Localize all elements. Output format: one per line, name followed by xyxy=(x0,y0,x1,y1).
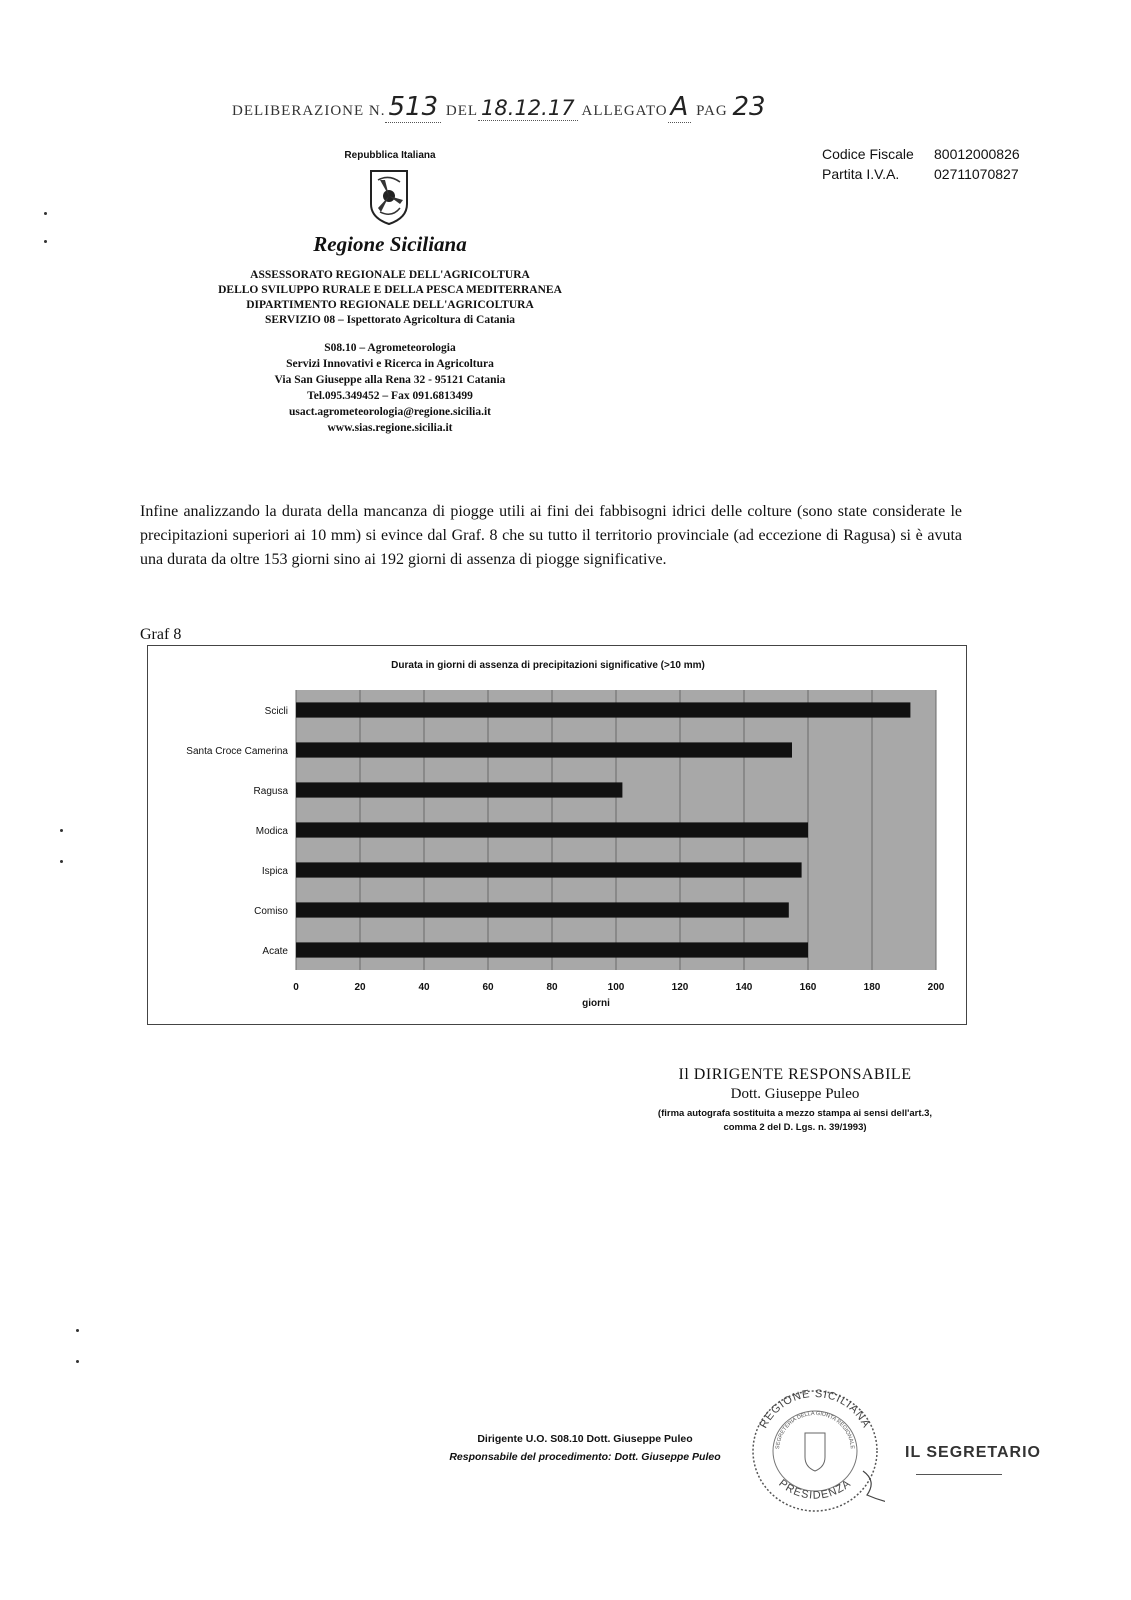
service-line: Via San Giuseppe alla Rena 32 - 95121 Catania xyxy=(274,374,506,386)
office-line: DELLO SVILUPPO RURALE E DELLA PESCA MEDITERRANEA xyxy=(218,284,562,296)
x-tick-label: 180 xyxy=(863,982,881,993)
bar xyxy=(296,782,622,797)
x-tick-label: 60 xyxy=(482,982,494,993)
svg-text:REGIONE SICILIANA xyxy=(758,1388,873,1431)
fiscal-info xyxy=(822,144,1020,184)
service-line: Servizi Innovativi e Ricerca in Agricoltura xyxy=(286,358,494,370)
official-stamp xyxy=(745,1385,885,1515)
codice-fiscale-value: 80012000826 xyxy=(934,146,1020,162)
x-tick-label: 120 xyxy=(671,982,689,993)
category-label: Ragusa xyxy=(253,786,288,797)
category-label: Santa Croce Camerina xyxy=(186,746,288,757)
x-tick-labels xyxy=(293,982,945,993)
svg-text:PRESIDENZA xyxy=(776,1477,853,1501)
office-block xyxy=(140,268,640,328)
body-paragraph: Infine analizzando la durata della mancanza di piogge utili ai fini dei fabbisogni idrici delle colture (sono state considerate le precipitazioni superiori ai 10 mm) si evince dal Graf. 8 che su tutto il territorio provinciale (ad eccezione di Ragusa) si è avuta una durata da oltre 153 giorni sino ai 192 giorni di assenza di piogge significative. xyxy=(140,503,962,568)
service-line: Tel.095.349452 – Fax 091.6813499 xyxy=(307,390,473,402)
pag-value: 23 xyxy=(732,92,766,122)
deliberazione-label: DELIBERAZIONE N. xyxy=(232,103,386,119)
region-title: Regione Siciliana xyxy=(313,232,467,256)
bar xyxy=(296,702,910,717)
office-line: SERVIZIO 08 – Ispettorato Agricoltura di Catania xyxy=(264,314,516,326)
bar xyxy=(296,902,789,917)
svg-text:SEGRETERIA DELLA GIUNTA REGION xyxy=(775,1411,855,1450)
stamp-bottom-text: PRESIDENZA xyxy=(776,1477,854,1502)
signature-note-line: comma 2 del D. Lgs. n. 39/1993) xyxy=(723,1122,867,1133)
stamp-inner-text: SEGRETERIA DELLA GIUNTA REGIONALE xyxy=(775,1410,855,1450)
signature-block xyxy=(630,1066,960,1135)
trinacria-emblem-icon xyxy=(368,168,410,226)
x-tick-label: 100 xyxy=(607,982,625,993)
republic-label: Repubblica Italiana xyxy=(344,150,436,161)
category-label: Scicli xyxy=(264,706,288,717)
x-tick-label: 40 xyxy=(418,982,430,993)
category-labels xyxy=(186,706,288,957)
stamp-outer-text: REGIONE SICILIANA xyxy=(757,1387,873,1431)
stamp-emblem-icon xyxy=(805,1433,825,1471)
x-tick-label: 200 xyxy=(927,982,945,993)
bar xyxy=(296,862,802,877)
category-label: Comiso xyxy=(254,906,288,917)
margin-speck xyxy=(44,212,47,215)
deliberazione-date: 18.12.17 xyxy=(481,96,575,120)
email-link[interactable]: usact.agrometeorologia@regione.sicilia.it xyxy=(288,406,491,418)
office-line: DIPARTIMENTO REGIONALE DELL'AGRICOLTURA xyxy=(246,299,534,311)
service-block xyxy=(140,340,640,436)
bar xyxy=(296,822,808,837)
graph-label: Graf 8 xyxy=(140,626,182,643)
footer-line: Responsabile del procedimento: Dott. Giuseppe Puleo xyxy=(449,1451,721,1463)
allegato-value: A xyxy=(670,92,689,122)
partita-iva-label: Partita I.V.A. xyxy=(822,166,900,182)
category-label: Acate xyxy=(262,946,288,957)
service-line: S08.10 – Agrometeorologia xyxy=(324,342,456,354)
website-link[interactable]: www.sias.regione.sicilia.it xyxy=(327,422,453,434)
codice-fiscale-label: Codice Fiscale xyxy=(822,146,914,162)
footer-line: Dirigente U.O. S08.10 Dott. Giuseppe Puleo xyxy=(477,1433,693,1445)
x-axis-label: giorni xyxy=(582,998,610,1009)
x-tick-label: 160 xyxy=(799,982,817,993)
bar xyxy=(296,742,792,757)
category-label: Modica xyxy=(255,826,288,837)
bar-chart xyxy=(148,646,966,1024)
x-tick-label: 140 xyxy=(735,982,753,993)
x-tick-label: 0 xyxy=(293,982,299,993)
stamp-signature-stroke xyxy=(863,1471,885,1505)
partita-iva-value: 02711070827 xyxy=(934,166,1019,182)
allegato-label: ALLEGATO xyxy=(581,103,668,119)
signature-note xyxy=(630,1107,960,1135)
signature-name: Dott. Giuseppe Puleo xyxy=(730,1086,860,1102)
footer xyxy=(420,1430,750,1466)
office-line: ASSESSORATO REGIONALE DELL'AGRICOLTURA xyxy=(250,269,530,281)
segretario-label: IL SEGRETARIO xyxy=(905,1444,1041,1461)
del-label: DEL xyxy=(445,103,479,119)
deliberazione-number: 513 xyxy=(388,92,439,122)
signature-title: Il DIRIGENTE RESPONSABILE xyxy=(678,1066,912,1083)
margin-speck xyxy=(44,240,47,243)
margin-speck xyxy=(60,860,63,863)
signature-note-line: (firma autografa sostituita a mezzo stampa ai sensi dell'art.3, xyxy=(657,1108,933,1119)
deliberation-header xyxy=(232,92,766,123)
margin-speck xyxy=(60,829,63,832)
x-tick-label: 80 xyxy=(546,982,558,993)
margin-speck xyxy=(76,1360,79,1363)
category-label: Ispica xyxy=(261,866,288,877)
chart-container xyxy=(147,645,967,1025)
bar xyxy=(296,942,808,957)
segretario-signature-line xyxy=(916,1474,1002,1475)
pag-label: PAG xyxy=(696,103,728,119)
x-tick-label: 20 xyxy=(354,982,366,993)
chart-title: Durata in giorni di assenza di precipitazioni significative (>10 mm) xyxy=(391,660,705,671)
margin-speck xyxy=(76,1329,79,1332)
